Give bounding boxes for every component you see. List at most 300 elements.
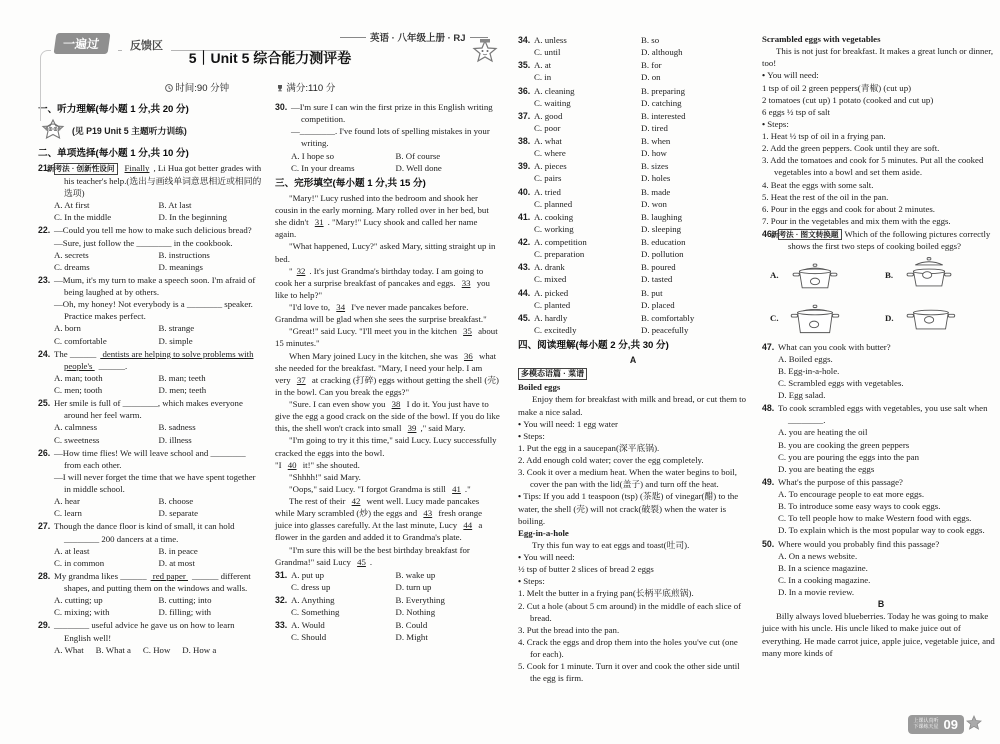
question bbox=[762, 228, 1000, 253]
option: A. cutting; up bbox=[54, 595, 103, 606]
question-body bbox=[54, 570, 263, 594]
option: A. hardly bbox=[534, 312, 568, 323]
option: D. tasted bbox=[641, 274, 673, 285]
options-row bbox=[518, 273, 748, 285]
passage-tag-box: 多模态语篇 · 菜谱 bbox=[518, 368, 587, 380]
question-body bbox=[54, 447, 263, 496]
question-line: Though the dance floor is kind of small, it can hold ________ 200 dancers at a time. bbox=[54, 521, 235, 544]
option: D. How a bbox=[182, 644, 217, 655]
options-row bbox=[291, 619, 500, 631]
page-number: 09 bbox=[943, 716, 958, 732]
picture-option-label: A. bbox=[770, 269, 779, 280]
pot-lid-on-egg-large-icon bbox=[783, 298, 847, 338]
question-options bbox=[518, 85, 748, 97]
option: A. man; tooth bbox=[54, 372, 103, 383]
option: D. at most bbox=[158, 557, 195, 568]
options-row bbox=[534, 110, 748, 122]
footer-slogan-line2: 下课练天星 bbox=[913, 724, 939, 730]
options-row bbox=[38, 249, 263, 261]
options-row bbox=[38, 434, 263, 446]
question-number: 35. bbox=[518, 60, 531, 71]
section-heading: 一、听力理解(每小题 1 分,共 20 分) bbox=[38, 104, 189, 115]
paragraph: ½ tsp of butter 2 slices of bread 2 eggs bbox=[518, 564, 654, 575]
option: C. Something bbox=[291, 607, 340, 618]
options-row bbox=[534, 160, 748, 172]
question bbox=[762, 402, 1000, 426]
clock-icon bbox=[165, 84, 173, 92]
option: D. pollution bbox=[641, 249, 684, 260]
question-options bbox=[518, 135, 748, 147]
pot-lid-lifted-icon bbox=[897, 255, 961, 295]
option: A. competition bbox=[534, 237, 587, 247]
question-number: 27. bbox=[38, 521, 51, 532]
question-number: 28. bbox=[38, 570, 51, 581]
paragraph: "Shhhh!" said Mary. bbox=[289, 471, 361, 482]
paragraph: "What happened, Lucy?" asked Mary, sitting straight up in bed. bbox=[275, 241, 496, 264]
option: C. learn bbox=[54, 508, 82, 519]
option: C. In the middle bbox=[54, 212, 112, 223]
question-line: —I'm sure I can win the first prize in this English writing competition. bbox=[291, 102, 493, 125]
question-options bbox=[518, 186, 748, 198]
options-row bbox=[38, 495, 263, 507]
option: D. To explain which is the most popular way to cook eggs. bbox=[778, 525, 985, 536]
score-label: 满分:110 分 bbox=[286, 83, 336, 94]
recipe-step: 1. Put the egg in a saucepan(深平底锅). bbox=[518, 442, 660, 453]
passage-tag bbox=[518, 367, 748, 380]
zone-tab: 反馈区 bbox=[122, 37, 171, 53]
question-number: 34. bbox=[518, 35, 531, 45]
paragraph: When Mary joined Lucy in the kitchen, she was 36 what she needed for the breakfast. "Mary, I need your help. I am very 37 at cracking (打碎) eggs without getting the shell (壳) in the bowl. Can you break the eggs?" bbox=[275, 350, 499, 397]
option: B. At last bbox=[158, 200, 192, 211]
recipe-step: 4. Crack the eggs and drop them into the holes you've cut (one for each). bbox=[518, 636, 738, 660]
question-body bbox=[778, 538, 1000, 550]
option: A. On a news website. bbox=[778, 550, 858, 561]
option: D. catching bbox=[641, 97, 682, 108]
blank: red paper bbox=[150, 570, 188, 581]
question-line: ________ useful advice he gave us on how to learn English well! bbox=[54, 620, 235, 643]
question bbox=[38, 162, 263, 199]
options-row bbox=[534, 186, 748, 198]
option: D. you are beating the eggs bbox=[778, 463, 875, 474]
question-line: —Could you tell me how to make such delicious bread? bbox=[54, 225, 252, 236]
column-2 bbox=[275, 100, 500, 656]
option: D. Well done bbox=[395, 162, 442, 173]
option: C. dreams bbox=[54, 261, 90, 272]
option: C. poor bbox=[534, 122, 561, 133]
option: D. holes bbox=[641, 173, 671, 184]
question-line: Her smile is full of ________, which makes everyone around her feel warm. bbox=[54, 398, 243, 421]
blank: 36 bbox=[464, 350, 473, 361]
star-mascot-icon bbox=[472, 38, 498, 68]
question bbox=[38, 274, 263, 323]
option: B. In a science magazine. bbox=[778, 562, 868, 573]
question-number: 39. bbox=[518, 161, 531, 172]
option: A. you are heating the oil bbox=[778, 427, 868, 438]
option: B. you are cooking the green peppers bbox=[778, 439, 910, 450]
picture-option-label: C. bbox=[770, 312, 779, 323]
option: A. put up bbox=[291, 569, 324, 580]
option: C. planted bbox=[534, 299, 571, 310]
blank: dentists are helping to solve problems with people's bbox=[64, 348, 254, 371]
options-row bbox=[38, 594, 263, 606]
option: C. How bbox=[142, 644, 171, 655]
question-number: 30. bbox=[275, 102, 288, 112]
options-row bbox=[38, 421, 263, 433]
question-number: 42. bbox=[518, 237, 531, 247]
question-line: To cook scrambled eggs with vegetables, you use salt when ________. bbox=[778, 403, 988, 426]
question-number: 25. bbox=[38, 398, 51, 409]
option: C. dress up bbox=[291, 581, 331, 592]
option: C. men; tooth bbox=[54, 385, 103, 396]
option: B. comfortably bbox=[641, 312, 695, 323]
question bbox=[762, 538, 1000, 550]
paragraph: " 32 . It's just Grandma's birthday today. I am going to cook her a surprise breakfast of pancakes and eggs. 33 you like to help?" bbox=[275, 265, 490, 300]
options-row bbox=[534, 34, 748, 46]
option: C. Should bbox=[291, 632, 327, 643]
bullet-line: • Steps: bbox=[518, 575, 748, 587]
option: D. tired bbox=[641, 122, 668, 133]
option: B. poured bbox=[641, 262, 676, 273]
option: D. In a movie review. bbox=[778, 587, 855, 598]
option: A. To encourage people to eat more eggs. bbox=[778, 489, 925, 500]
options-row bbox=[38, 261, 263, 273]
page-footer-badge bbox=[908, 714, 982, 734]
question-body bbox=[54, 274, 263, 323]
question-number: 50. bbox=[762, 538, 775, 549]
option: A. what bbox=[534, 136, 562, 146]
recipe-step: 5. Cook for 1 minute. Turn it over and cook the other side until the egg is firm. bbox=[518, 661, 740, 684]
options-row bbox=[291, 594, 500, 606]
question-line: 新考法 · 创新性设问 Finally , Li Hua got better grades with his teacher's help.(选出与画线单词意思相近或相同的选项) bbox=[47, 163, 262, 199]
paper-meta bbox=[0, 80, 500, 94]
question-number: 21. bbox=[38, 163, 51, 174]
question-number: 22. bbox=[38, 225, 51, 236]
option: A. good bbox=[534, 110, 563, 121]
picture-option bbox=[770, 255, 885, 295]
options-row bbox=[275, 150, 500, 162]
question bbox=[762, 476, 1000, 488]
recipe-title: Egg-in-a-hole bbox=[518, 527, 569, 538]
options-row bbox=[518, 147, 748, 159]
options-row bbox=[518, 46, 748, 58]
recipe-step: 1. Heat ½ tsp of oil in a frying pan. bbox=[762, 131, 886, 141]
footer-star-mascot-icon bbox=[966, 714, 982, 734]
options-row bbox=[518, 122, 748, 134]
option: A. tried bbox=[534, 186, 561, 197]
bullet-line: • You will need: bbox=[762, 69, 1000, 81]
option: B. in peace bbox=[158, 545, 198, 556]
recipe-step: 4. Beat the eggs with some salt. bbox=[762, 179, 874, 190]
blank: 32 bbox=[296, 265, 306, 276]
option: C. In a cooking magazine. bbox=[778, 574, 871, 585]
option: D. simple bbox=[158, 335, 193, 346]
blank: 40 bbox=[287, 459, 297, 470]
option: D. how bbox=[641, 148, 667, 159]
question-number: 49. bbox=[762, 476, 775, 487]
option: C. in bbox=[534, 72, 552, 83]
option: C. planned bbox=[534, 198, 573, 209]
option: A. Anything bbox=[291, 595, 335, 606]
options-row bbox=[38, 384, 263, 396]
blank: 37 bbox=[296, 374, 306, 385]
options-row bbox=[534, 59, 748, 71]
section-heading: 四、阅读理解(每小题 2 分,共 30 分) bbox=[518, 340, 669, 351]
paper-title: 5｜Unit 5 综合能力测评卷 bbox=[188, 50, 352, 66]
question-number: 38. bbox=[518, 136, 531, 146]
paragraph: "I'm going to try it this time," said Lucy. Lucy successfully cracked the eggs into the bowl. bbox=[275, 435, 497, 458]
question-options bbox=[518, 312, 748, 324]
paragraph: "Mary!" Lucy rushed into the bedroom and shook her cousin in the early morning. Mary rolled over in her bed, but she didn't 31 . "Mary!" Lucy shook and called her name again. bbox=[275, 192, 489, 240]
options-row bbox=[518, 299, 748, 311]
question-line: —________. I've found lots of spelling mistakes in your writing. bbox=[291, 126, 490, 149]
question bbox=[38, 224, 263, 248]
options-row bbox=[518, 97, 748, 109]
question-options bbox=[275, 569, 500, 581]
paragraph: "I'd love to, 34 I've never made pancakes before. Grandma will be glad when she sees the surprise breakfast." bbox=[275, 302, 487, 325]
question-line: 新考法 · 图文转换题 Which of the following pictures correctly shows the first two steps of cooking boiled eggs? bbox=[771, 229, 991, 252]
listening-note bbox=[38, 118, 263, 144]
picture-options-row bbox=[770, 255, 1000, 295]
option: D. peacefully bbox=[641, 324, 689, 335]
bullet-line: • Steps: bbox=[762, 118, 1000, 130]
footer-slogan bbox=[914, 718, 939, 731]
options-row bbox=[38, 372, 263, 384]
option: B. laughing bbox=[641, 211, 683, 222]
footer-slogan-line1: 上课认真听 bbox=[913, 717, 939, 724]
bullet-line: • You will need: bbox=[518, 551, 748, 563]
recipe-step: 3. Add the tomatoes and cook for 5 minutes. Put all the cooked vegetables into a bowl and set them aside. bbox=[762, 155, 984, 178]
blank: Finally bbox=[124, 163, 150, 174]
question-body bbox=[778, 402, 1000, 426]
options-row bbox=[534, 85, 748, 97]
options-row bbox=[518, 172, 748, 184]
options-row bbox=[534, 287, 748, 299]
paragraph: 2 tomatoes (cut up) 1 potato (cooked and cut up) bbox=[762, 94, 934, 105]
paper-header bbox=[0, 0, 500, 92]
option: A. At first bbox=[54, 200, 90, 211]
question-number: 48. bbox=[762, 403, 775, 414]
options-row bbox=[275, 581, 500, 593]
question-number: 44. bbox=[518, 287, 531, 298]
options-row bbox=[38, 322, 263, 334]
edition-row bbox=[340, 30, 488, 44]
question-number: 31. bbox=[275, 569, 288, 580]
option: C. pairs bbox=[534, 173, 562, 184]
question-body bbox=[291, 101, 500, 150]
question-number: 33. bbox=[275, 620, 288, 631]
option: A. secrets bbox=[54, 249, 89, 260]
option: D. placed bbox=[641, 299, 675, 310]
option: A. Boiled eggs. bbox=[778, 353, 833, 364]
question-line: —Oh, my honey! Not everybody is a ________ speaker. Practice makes perfect. bbox=[54, 299, 253, 322]
option: B. interested bbox=[641, 110, 686, 121]
column-3 bbox=[518, 33, 748, 684]
question-options bbox=[275, 594, 500, 606]
options-row bbox=[38, 507, 263, 519]
option: D. Nothing bbox=[395, 607, 436, 618]
options-row bbox=[534, 261, 748, 273]
question bbox=[38, 570, 263, 594]
question-number: 43. bbox=[518, 262, 531, 273]
option: A. pieces bbox=[534, 161, 567, 172]
options-row bbox=[534, 236, 748, 248]
question-body bbox=[771, 228, 1000, 253]
column-4 bbox=[762, 33, 1000, 684]
option: B. education bbox=[641, 237, 686, 247]
question-line: What can you cook with butter? bbox=[778, 341, 891, 352]
question bbox=[38, 619, 263, 643]
right-half bbox=[500, 0, 1000, 744]
question-body bbox=[47, 162, 263, 199]
blank: 43 bbox=[423, 508, 433, 519]
edition-label: 英语 · 八年级上册 · RJ bbox=[370, 33, 466, 44]
option: A. cleaning bbox=[534, 85, 575, 96]
pot-open-egg-icon bbox=[898, 298, 962, 338]
option: C. Scrambled eggs with vegetables. bbox=[778, 377, 904, 388]
option: C. In your dreams bbox=[291, 162, 355, 173]
option: B. man; teeth bbox=[158, 372, 206, 383]
options-row bbox=[275, 162, 500, 174]
option: B. made bbox=[641, 186, 671, 197]
bullet-line: • You will need: 1 egg water bbox=[518, 418, 748, 430]
question-tag: 新考法 · 创新性设问 bbox=[54, 163, 118, 174]
picture-options bbox=[762, 255, 1000, 338]
question-body bbox=[54, 397, 263, 421]
option: B. cutting; into bbox=[158, 595, 212, 606]
option: A. picked bbox=[534, 287, 569, 298]
question-line: —I will never forget the time that we have spent together in middle school. bbox=[54, 471, 256, 495]
option: D. In the beginning bbox=[158, 212, 227, 223]
question-body bbox=[778, 341, 1000, 353]
question-number: 32. bbox=[275, 595, 288, 606]
column-1 bbox=[38, 100, 263, 656]
question-number: 24. bbox=[38, 348, 51, 359]
question-number: 40. bbox=[518, 186, 531, 197]
option: B. choose bbox=[158, 496, 194, 507]
question-line: What's the purpose of this passage? bbox=[778, 476, 903, 487]
option: A. drank bbox=[534, 262, 565, 273]
option: D. meanings bbox=[158, 261, 203, 272]
question-line: Where would you probably find this passage? bbox=[778, 538, 940, 549]
option: B. so bbox=[641, 35, 660, 45]
question-line: —Sure, just follow the ________ in the cookbook. bbox=[54, 237, 233, 248]
recipe-step: 5. Heat the rest of the oil in the pan. bbox=[762, 191, 889, 202]
option: C. mixed bbox=[534, 274, 567, 285]
recipe-step: 6. Pour in the eggs and cook for about 2 minutes. bbox=[762, 203, 935, 214]
picture-option bbox=[885, 255, 1000, 295]
question-options bbox=[518, 34, 748, 46]
question-number: 45. bbox=[518, 312, 531, 323]
option: B. wake up bbox=[395, 569, 436, 580]
option: D. although bbox=[641, 47, 683, 58]
option: B. instructions bbox=[158, 249, 210, 260]
option: B. strange bbox=[158, 323, 195, 334]
question bbox=[38, 447, 263, 496]
footer-body bbox=[908, 715, 964, 734]
recipe-step: 7. Pour in the vegetables and mix them with the eggs. bbox=[762, 215, 951, 226]
headphones-mascot-icon bbox=[38, 118, 68, 144]
section-heading: 二、单项选择(每小题 1 分,共 10 分) bbox=[38, 148, 189, 160]
options-row bbox=[275, 606, 500, 618]
option: C. To tell people how to make Western food with eggs. bbox=[778, 513, 972, 524]
option: C. comfortable bbox=[54, 335, 107, 346]
option: A. born bbox=[54, 323, 81, 334]
question-number: 23. bbox=[38, 274, 51, 285]
recipe-title: Scrambled eggs with vegetables bbox=[762, 34, 881, 44]
options-row bbox=[518, 71, 748, 83]
bullet-line: • Steps: bbox=[518, 430, 748, 442]
section-heading: 三、完形填空(每小题 1 分,共 15 分) bbox=[275, 177, 426, 189]
options-row bbox=[38, 644, 263, 656]
option: A. unless bbox=[534, 35, 567, 45]
recipe-title: Boiled eggs bbox=[518, 382, 561, 393]
question bbox=[275, 101, 500, 150]
question-number: 41. bbox=[518, 211, 531, 222]
picture-options-row bbox=[770, 298, 1000, 338]
option: B. sadness bbox=[158, 422, 196, 433]
passage-label: A bbox=[629, 355, 637, 366]
question-options bbox=[275, 619, 500, 631]
recipe-step: 3. Put the bread into the pan. bbox=[518, 624, 620, 635]
option: C. until bbox=[534, 47, 561, 58]
option: C. you are pouring the eggs into the pan bbox=[778, 451, 919, 462]
option: D. sleeping bbox=[641, 223, 682, 234]
option: B. sizes bbox=[641, 161, 669, 172]
option: C. excitedly bbox=[534, 324, 577, 335]
blank: 34 bbox=[336, 302, 346, 313]
paragraph: "Sure. I can even show you 38 I do it. You just have to give the egg a good crack on the side of the bowl. If you do like this, the shell won't crack into small 39 ," said Mary. bbox=[275, 399, 500, 434]
question bbox=[38, 397, 263, 421]
time-item bbox=[165, 83, 230, 94]
paragraph: Enjoy them for breakfast with milk and bread, or cut them to make a nice salad. bbox=[518, 394, 746, 417]
option: B. To introduce some easy ways to cook eggs. bbox=[778, 501, 941, 512]
question-options bbox=[518, 236, 748, 248]
listening-note-text: (见 P19 Unit 5 主题听力训练) bbox=[72, 126, 187, 137]
option: C. in common bbox=[54, 557, 105, 568]
option: D. illness bbox=[158, 434, 192, 445]
option: B. put bbox=[641, 287, 663, 298]
option: A. calmness bbox=[54, 422, 97, 433]
options-row bbox=[38, 606, 263, 618]
blank: 45 bbox=[357, 556, 366, 567]
pot-lid-on-egg-icon bbox=[783, 255, 847, 295]
options-row bbox=[518, 324, 748, 336]
question-number: 47. bbox=[762, 341, 775, 352]
paragraph: "I 40 it!" she shouted. bbox=[275, 459, 360, 470]
recipe-step: 3. Cook it over a medium heat. When the water begins to boil, cover the pan with the lid(盖子) and turn off the heat. bbox=[518, 467, 737, 490]
option: D. filling; with bbox=[158, 607, 212, 618]
option: B. when bbox=[641, 136, 671, 146]
question-body bbox=[778, 476, 1000, 488]
options-row bbox=[518, 223, 748, 235]
option: A. Would bbox=[291, 620, 325, 631]
option: D. turn up bbox=[395, 581, 432, 592]
blank: 44 bbox=[463, 520, 473, 531]
brand-label: 一遍过 bbox=[61, 37, 100, 51]
option: C. preparation bbox=[534, 249, 585, 260]
option: A. What bbox=[54, 644, 84, 655]
option: C. working bbox=[534, 223, 574, 234]
options-row bbox=[534, 211, 748, 223]
paragraph: Billy always loved blueberries. Today he was going to make juice with his uncle. His uncle liked to make juice out of everything. He made carrot juice, apple juice, vegetable juice, and many more kinds of bbox=[762, 611, 995, 658]
option: B. Of course bbox=[395, 150, 441, 161]
option: B. Egg-in-a-hole. bbox=[778, 365, 840, 376]
question-line: My grandma likes ______ red paper ______ different shapes, and putting them on the windows and walls. bbox=[54, 570, 251, 594]
question-options bbox=[518, 160, 748, 172]
question-line: —How time flies! We will leave school and ________ from each other. bbox=[54, 447, 246, 470]
question-line: The ______ dentists are helping to solve problems with people's ______. bbox=[54, 348, 254, 371]
right-columns bbox=[500, 0, 1000, 684]
